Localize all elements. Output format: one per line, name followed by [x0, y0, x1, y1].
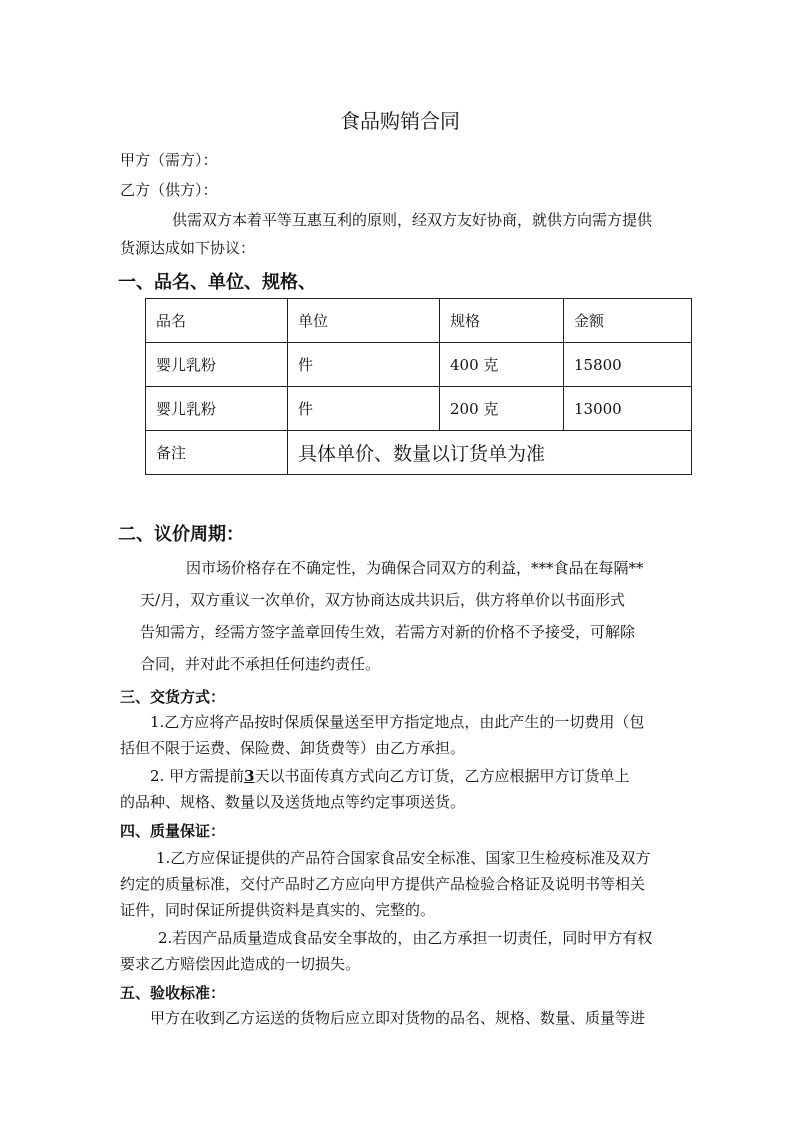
table-cell: 400 克 — [440, 343, 564, 387]
section4-item2-line: 2.若因产品质量造成食品安全事故的，由乙方承担一切责任，同时甲方有权 — [158, 929, 653, 947]
section-heading: 四、质量保证： — [120, 822, 226, 840]
section4-item1-line: 证件，同时保证所提供资料是真实的、完整的。 — [120, 901, 436, 919]
section3-item1-line: 括但不限于运费、保险费、卸货费等）由乙方承担。 — [120, 739, 466, 757]
section4-item2-line: 要求乙方赔偿因此造成的一切损失。 — [120, 955, 361, 973]
section-heading: 一、品名、单位、规格、 — [118, 272, 316, 293]
section4-item1-line: 约定的质量标准，交付产品时乙方应向甲方提供产品检验合格证及说明书等相关 — [120, 875, 646, 893]
table-header-cell: 品名 — [146, 299, 288, 343]
intro-line: 供需双方本着平等互惠互利的原则，经双方友好协商，就供方向需方提供 — [172, 211, 653, 229]
table-row — [146, 387, 692, 431]
table-header-cell: 金额 — [564, 299, 692, 343]
table-note-row — [146, 431, 692, 475]
table-cell: 13000 — [564, 387, 692, 431]
party-b-label: 乙方（供方）： — [120, 181, 218, 199]
section5-line: 甲方在收到乙方运送的货物后应立即对货物的品名、规格、数量、质量等进 — [150, 1009, 646, 1027]
note-label: 备注 — [146, 431, 288, 475]
table-header-row — [146, 299, 692, 343]
table-cell: 件 — [288, 387, 440, 431]
table-cell: 件 — [288, 343, 440, 387]
document-title: 食品购销合同 — [340, 109, 460, 133]
section2-line: 天/月，双方重议一次单价，双方协商达成共识后，供方将单价以书面形式 — [140, 591, 626, 609]
section-heading: 二、议价周期： — [118, 524, 244, 545]
section-heading: 三、交货方式： — [120, 688, 226, 706]
table-row — [146, 343, 692, 387]
section2-line: 因市场价格存在不确定性，为确保合同双方的利益，***食品在每隔** — [186, 559, 644, 577]
table-cell: 15800 — [564, 343, 692, 387]
section2-line: 告知需方，经需方签字盖章回传生效，若需方对新的价格不予接受，可解除 — [140, 623, 636, 641]
table-header-cell: 规格 — [440, 299, 564, 343]
table-cell: 婴儿乳粉 — [146, 387, 288, 431]
product-table — [145, 298, 692, 475]
party-a-label: 甲方（需方）： — [120, 151, 218, 169]
table-cell: 200 克 — [440, 387, 564, 431]
section3-item1-line: 1.乙方应将产品按时保质保量送至甲方指定地点，由此产生的一切费用（包 — [150, 713, 645, 731]
section3-item2-line — [150, 766, 630, 786]
note-value: 具体单价、数量以订货单为准 — [288, 431, 692, 475]
table-header-cell: 单位 — [288, 299, 440, 343]
section3-item2-line: 的品种、规格、数量以及送货地点等约定事项送货。 — [120, 793, 466, 811]
section3-item2-post: 天以书面传真方式向乙方订货，乙方应根据甲方订货单上 — [254, 767, 630, 785]
table-cell: 婴儿乳粉 — [146, 343, 288, 387]
section-heading: 五、验收标准： — [120, 984, 226, 1002]
section2-line: 合同，并对此不承担任何违约责任。 — [140, 655, 381, 673]
intro-line: 货源达成如下协议： — [120, 239, 256, 257]
advance-days-value: 3 — [244, 767, 255, 785]
section4-item1-line: 1.乙方应保证提供的产品符合国家食品安全标准、国家卫生检疫标准及双方 — [156, 849, 651, 867]
section3-item2-pre: 2. 甲方需提前 — [150, 767, 245, 785]
